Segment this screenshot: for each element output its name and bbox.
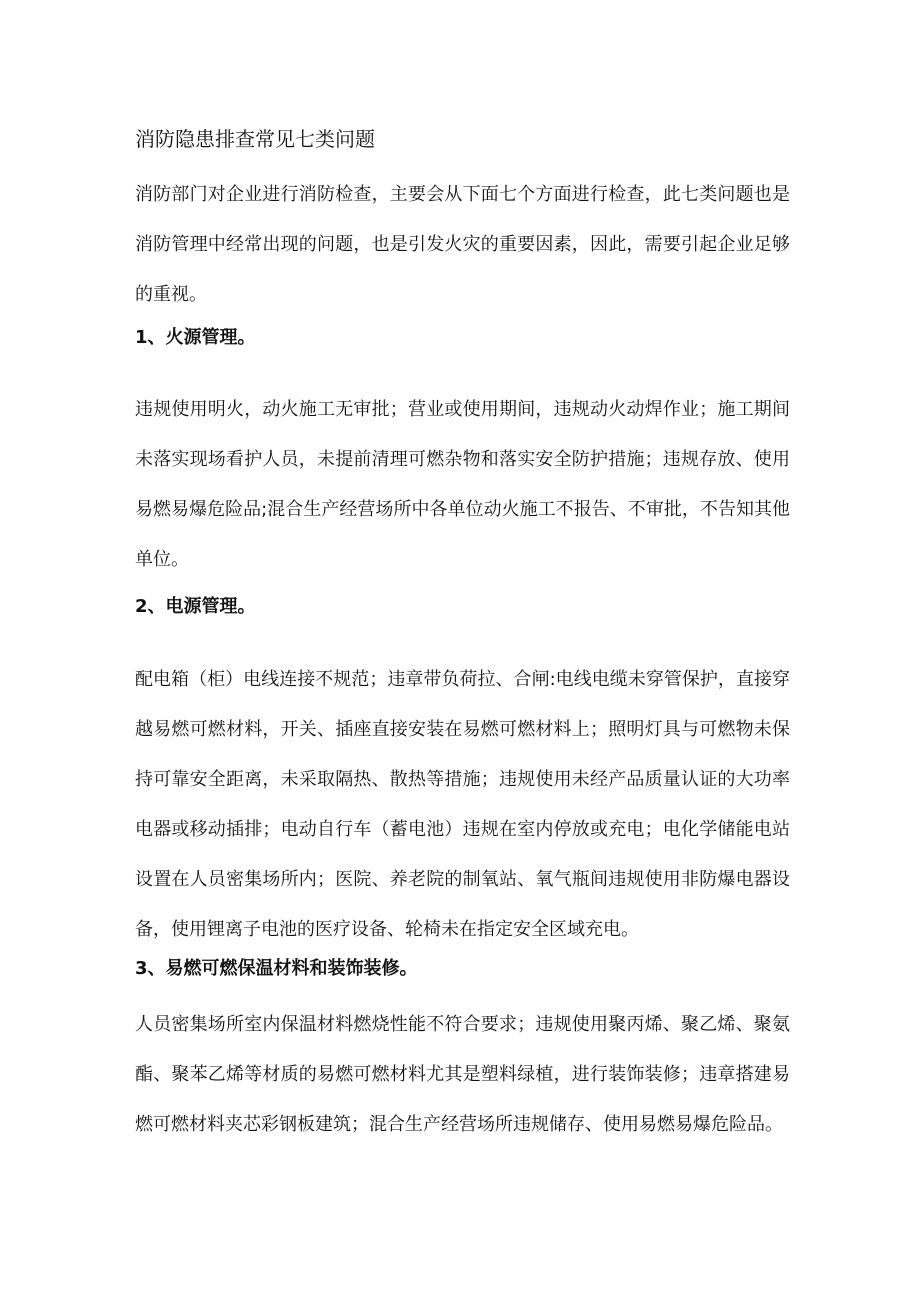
section-heading-fire-source: 1、火源管理。 — [135, 327, 256, 348]
section-body-insulation-decoration: 人员密集场所室内保温材料燃烧性能不符合要求；违规使用聚丙烯、聚乙烯、聚氨酯、聚苯乙烯等材质的易燃可燃材料尤其是塑料绿植，进行装饰装修；违章搭建易燃可燃材料夹芯彩钢板建筑；混合生产经营场所违规储存、使用易燃易爆危险品。 — [135, 1014, 790, 1135]
intro-paragraph: 消防部门对企业进行消防检查，主要会从下面七个方面进行检查，此七类问题也是消防管理中经常出现的问题，也是引发火灾的重要因素，因此，需要引起企业足够的重视。 — [135, 184, 790, 305]
section-heading-power-supply: 2、电源管理。 — [135, 596, 256, 617]
section-heading-insulation-decoration: 3、易燃可燃保温材料和装饰装修。 — [135, 958, 418, 979]
page-title: 消防隐患排查常见七类问题 — [135, 127, 375, 151]
section-body-power-supply: 配电箱（柜）电线连接不规范；违章带负荷拉、合闸:电线电缆未穿管保护，直接穿越易燃可燃材料，开关、插座直接安装在易燃可燃材料上；照明灯具与可燃物未保持可靠安全距离，未采取隔热、散热等措施；违规使用未经产品质量认证的大功率电器或移动插排；电动自行车（蓄电池）违规在室内停放或充电；电化学储能电站设置在人员密集场所内；医院、养老院的制氧站、氧气瓶间违规使用非防爆电器设备，使用锂离子电池的医疗设备、轮椅未在指定安全区域充电。 — [135, 669, 790, 940]
section-body-fire-source: 违规使用明火，动火施工无审批；营业或使用期间，违规动火动焊作业；施工期间未落实现场看护人员，未提前清理可燃杂物和落实安全防护措施；违规存放、使用易燃易爆危险品;混合生产经营场所中各单位动火施工不报告、不审批，不告知其他单位。 — [135, 399, 790, 570]
